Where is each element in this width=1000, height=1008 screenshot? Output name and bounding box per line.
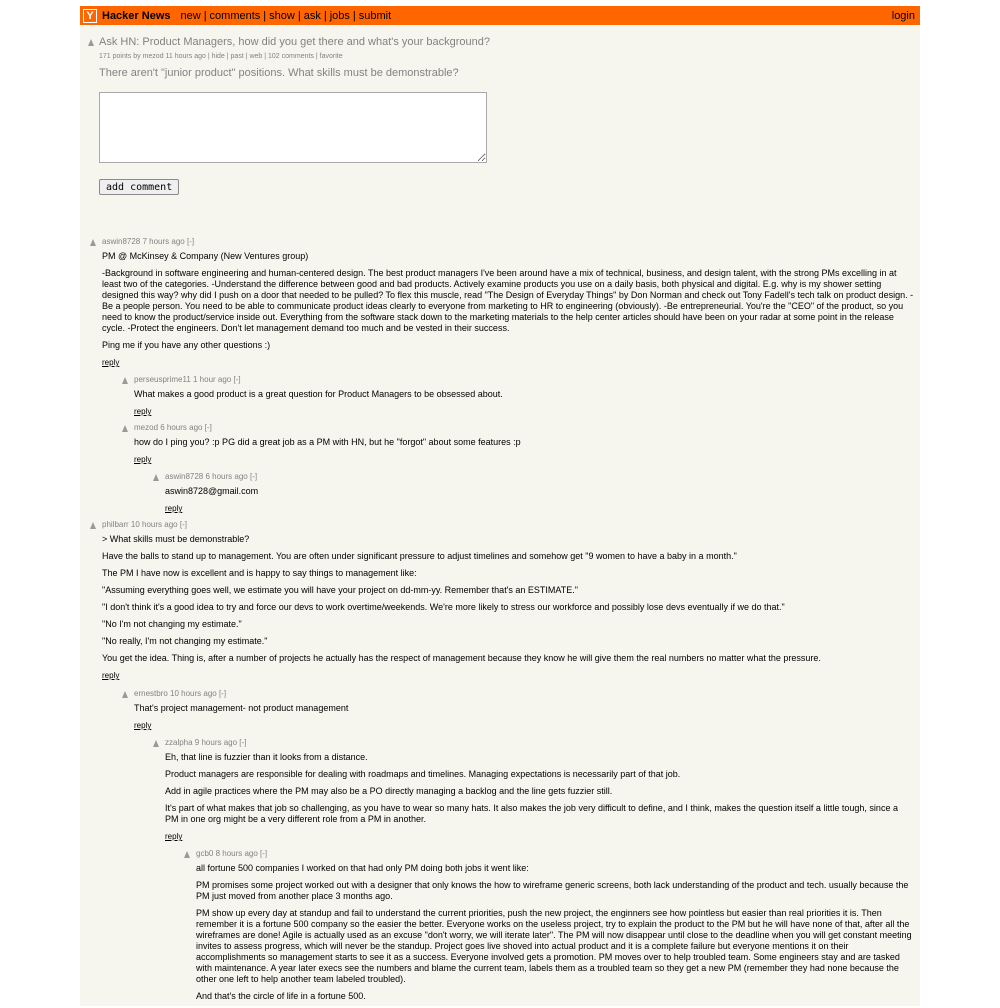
upvote-icon[interactable]	[153, 474, 159, 481]
comment-paragraph: how do I ping you? :p PG did a great job as a PM with HN, but he "forgot" about some features :p	[134, 437, 521, 447]
upvote-icon[interactable]	[122, 691, 128, 698]
comment-paragraph: The PM I have now is excellent and is happy to say things to management like:	[102, 568, 417, 578]
upvote-icon[interactable]	[90, 522, 96, 529]
comment-paragraph: What makes a good product is a great question for Product Managers to be obsessed about.	[134, 389, 503, 399]
comment-body	[134, 703, 914, 731]
comment-head: aswin8728 6 hours ago [-]	[165, 472, 258, 481]
story-text: There aren't "junior product" positions. What skills must be demonstrable?	[99, 67, 459, 79]
comment-head: gcb0 8 hours ago [-]	[196, 849, 268, 858]
comment-paragraph: Have the balls to stand up to management. You are often under significant pressure to adjust timelines and somehow get "9 women to have a baby in a month."	[102, 551, 737, 561]
reply-link[interactable]: reply	[102, 358, 120, 367]
nav-submit[interactable]: submit	[358, 9, 392, 22]
comment-paragraph: PM show up every day at standup and fail to understand the current priorities, push the new project, the enginners see how pointless but easier than real priorities it is. Then remember it is a fortune 500 company so the easier the better. Everyone works on the useless project, try to explain the product to the PM but he will have none of that, after all the wireframes are done! Agile is actually used as an excuse "don't worry, we will iterate later". The PM will now disappear until close to the deadline when you will get constant meeting invites to assess progress, which will never be the standup. Project goes live shoved into actual product and it is a complete failure but everyone mentions it on their accomplishments so management starts to see it as a success. Everyone involved gets a promotion. PM moves over to help troubled team. Some engineers stay and are tasked with maintenance. A year later execs see the numbers and blame the current team, labels them as a troubled team so they get a new PM (remember they had none because the other one left to help another team labeled troubled).	[196, 908, 912, 984]
comment-body	[134, 389, 914, 417]
comment-head: mezod 6 hours ago [-]	[134, 423, 212, 432]
comment-paragraph: all fortune 500 companies I worked on that had only PM doing both jobs it went like:	[196, 863, 529, 873]
upvote-icon[interactable]	[122, 425, 128, 432]
story-subtext: 171 points by mezod 11 hours ago | hide | past | web | 102 comments | favorite	[99, 53, 343, 60]
nav-jobs[interactable]: jobs	[329, 9, 350, 22]
comment-paragraph: Product managers are responsible for dealing with roadmaps and timelines. Managing expectations is necessarily part of that job.	[165, 769, 681, 779]
comment-paragraph: "No really, I'm not changing my estimate."	[102, 636, 268, 646]
nav-show[interactable]: show	[269, 9, 295, 22]
reply-link[interactable]: reply	[134, 455, 152, 464]
comment-paragraph: "Assuming everything goes well, we estimate you will have your project on dd-mm-yy. Remember that's an ESTIMATE."	[102, 585, 578, 595]
comment-head: philbarr 10 hours ago [-]	[102, 520, 187, 529]
login-link[interactable]: login	[891, 9, 915, 22]
comment-paragraph: Eh, that line is fuzzier than it looks from a distance.	[165, 752, 368, 762]
logo-icon[interactable]: Y	[83, 9, 97, 23]
comment-head: zzalpha 9 hours ago [-]	[165, 738, 247, 747]
comment-paragraph: That's project management- not product management	[134, 703, 349, 713]
nav-separator: |	[203, 9, 207, 22]
upvote-icon[interactable]	[153, 740, 159, 747]
upvote-icon[interactable]	[184, 851, 190, 858]
nav-separator: |	[263, 9, 267, 22]
comment-head: aswin8728 7 hours ago [-]	[102, 237, 195, 246]
comment-body	[102, 251, 914, 368]
page-container	[80, 6, 920, 1006]
comment-paragraph: PM @ McKinsey & Company (New Ventures group)	[102, 251, 309, 261]
comment-paragraph: > What skills must be demonstrable?	[102, 534, 250, 544]
comment-body	[102, 534, 914, 681]
comment-head: perseusprime11 1 hour ago [-]	[134, 375, 241, 384]
comment-paragraph: You get the idea. Thing is, after a number of projects he actually has the respect of management because they know he will give them the real numbers no matter what the pressure.	[102, 653, 821, 663]
comment-paragraph: Ping me if you have any other questions :)	[102, 340, 271, 350]
reply-link[interactable]: reply	[134, 721, 152, 730]
comment-paragraph: It's part of what makes that job so challenging, as you have to wear so many hats. It also makes the job very difficult to define, and I think, makes the question itself a little tough, since a PM in one org might be a very different role from a PM in another.	[165, 803, 898, 824]
comment-paragraph: And that's the circle of life in a fortune 500.	[196, 991, 366, 1001]
nav-new[interactable]: new	[180, 9, 201, 22]
nav-comments[interactable]: comments	[209, 9, 261, 22]
comment-body	[134, 437, 914, 465]
story-title[interactable]: Ask HN: Product Managers, how did you get there and what's your background?	[99, 36, 490, 48]
comment-paragraph: -Background in software engineering and human-centered design. The best product managers I've been around have a mix of technical, business, and design talent, with the strong PMs excelling in at least two of the categories. -Understand the difference between good and bad products. Actively examine products you use on a daily basis, both physical and digital. E.g. why is my shower setting designed this way? why did I push on a door that needed to be pulled? To flex this muscle, read "The Design of Everyday Things" by Don Norman and check out Tony Fadell's tech talk on product design. -Be a people person. You need to be able to communicate product ideas clearly to everyone from marketing to HR to engineering (obviously). -Be entrepreneurial. You're the "CEO" of the product, so you need to know the product/service inside out. Everything from the software stack down to the marketing materials to the help center articles should have been on your radar at some point in the release cycle. -Protect the engineers. Don't let management demand too much and be vested in their success.	[102, 268, 914, 333]
comment-body	[165, 752, 902, 842]
reply-link[interactable]: reply	[134, 407, 152, 416]
comment-paragraph: Add in agile practices where the PM may also be a PO directly managing a backlog and the line gets fuzzier still.	[165, 786, 613, 796]
site-name[interactable]: Hacker News	[102, 9, 171, 22]
nav-separator: |	[297, 9, 301, 22]
comment-paragraph: PM promises some project worked out with a designer that only knows the how to wireframe generic screens, both lack understanding of the product and tech. usually because the PM just moved from another place 3 months ago.	[196, 880, 909, 901]
comment-body	[165, 486, 914, 514]
top-bar	[80, 6, 920, 25]
upvote-icon[interactable]	[122, 377, 128, 384]
comment-paragraph: aswin8728@gmail.com	[165, 486, 259, 496]
upvote-icon[interactable]	[90, 239, 96, 246]
nav-separator: |	[323, 9, 327, 22]
comment-paragraph: "No I'm not changing my estimate."	[102, 619, 242, 629]
nav-separator: |	[352, 9, 356, 22]
comment-textarea[interactable]	[99, 92, 487, 163]
nav-ask[interactable]: ask	[303, 9, 321, 22]
reply-link[interactable]: reply	[102, 671, 120, 680]
comment-head: ernestbro 10 hours ago [-]	[134, 689, 227, 698]
comment-body	[196, 863, 914, 1008]
reply-link[interactable]: reply	[165, 832, 183, 841]
comment-paragraph: "I don't think it's a good idea to try and force our devs to work overtime/weekends. We're more likely to stress our workforce and possibly lose devs eventually if we do that."	[102, 602, 785, 612]
add-comment-button[interactable]: add comment	[99, 179, 179, 195]
upvote-icon[interactable]	[88, 39, 94, 46]
reply-link[interactable]: reply	[165, 504, 183, 513]
